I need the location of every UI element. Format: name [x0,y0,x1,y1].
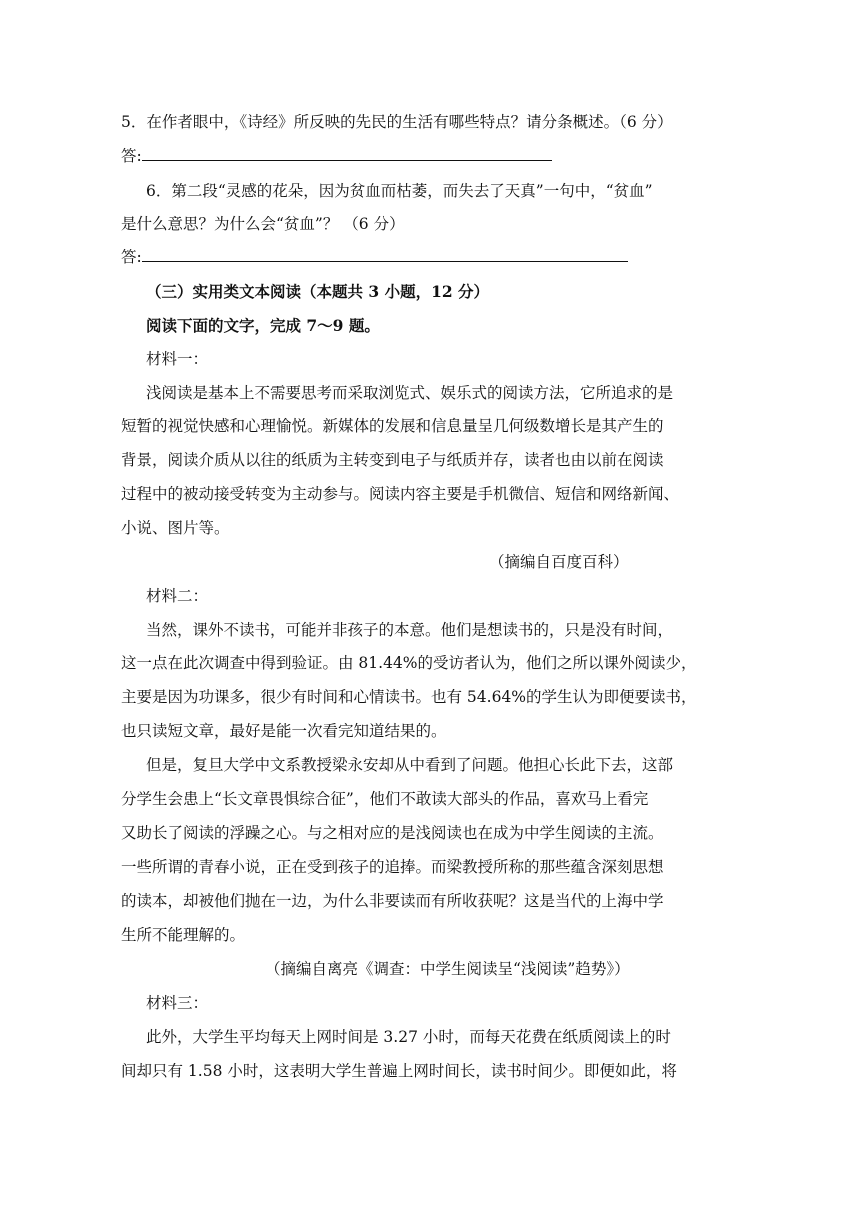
material2-para2-line-3: 又助长了阅读的浮躁之心。与之相对应的是浅阅读也在成为中学生阅读的主流。 [121,824,664,842]
material2-para1-line-3: 主要是因为功课多，很少有时间和心情读书。也有 54.64%的学生认为即便要读书， [121,688,697,706]
material2-para1-line-2: 这一点在此次调查中得到验证。由 81.44%的受访者认为，他们之所以课外阅读少， [121,654,697,672]
material1-line-4: 过程中的被动接受转变为主动参与。阅读内容主要是手机微信、短信和网络新闻、 [121,485,680,503]
section3-heading: （三）实用类文本阅读（本题共 3 小题，12 分） [146,282,490,301]
material1-line-5: 小说、图片等。 [121,519,230,537]
q5-answer-prefix: 答: [121,147,142,165]
q5-answer-blank[interactable] [142,146,552,161]
material1-line-3: 背景，阅读介质从以往的纸质为主转变到电子与纸质并存，读者也由以前在阅读 [121,451,664,469]
section3-instruction: 阅读下面的文字，完成 7～9 题。 [146,316,380,335]
material1-source: （摘编自百度百科） [489,553,629,571]
material3-label: 材料三： [146,994,209,1012]
material2-para2-line-6: 生所不能理解的。 [121,926,246,944]
q5-question: 5．在作者眼中，《诗经》所反映的先民的生活有哪些特点？请分条概述。（6 分） [121,113,673,131]
material3-line-1: 此外，大学生平均每天上网时间是 3.27 小时，而每天花费在纸质阅读上的时 [146,1028,671,1046]
material2-para2-line-2: 分学生会患上“长文章畏惧综合征”，他们不敢读大部头的作品，喜欢马上看完 [121,790,649,808]
material3-line-2: 间却只有 1.58 小时，这表明大学生普遍上网时间长，读书时间少。即便如此，将 [121,1062,677,1080]
material2-para2-line-5: 的读本，却被他们抛在一边，为什么非要读而有所收获呢？这是当代的上海中学 [121,892,664,910]
material2-para1-line-4: 也只读短文章，最好是能一次看完知道结果的。 [121,722,447,740]
material2-label: 材料二： [146,587,209,605]
material2-para2-line-4: 一些所谓的青春小说，正在受到孩子的追捧。而梁教授所称的那些蕴含深刻思想 [121,858,664,876]
q6-answer-line[interactable] [121,247,628,267]
material2-source: （摘编自离亮《调查：中学生阅读呈“浅阅读”趋势》） [265,960,630,978]
q5-answer-line[interactable] [121,146,552,166]
material1-line-1: 浅阅读是基本上不需要思考而采取浏览式、娱乐式的阅读方法，它所追求的是 [146,384,674,402]
material2-para2-line-1: 但是，复旦大学中文系教授梁永安却从中看到了问题。他担心长此下去，这部 [146,756,674,774]
material1-label: 材料一： [146,350,209,368]
q6-question-line1: 6．第二段“灵感的花朵，因为贫血而枯萎，而失去了天真”一句中，“贫血” [146,182,653,200]
q6-answer-blank[interactable] [142,247,628,262]
material2-para1-line-1: 当然，课外不读书，可能并非孩子的本意。他们是想读书的，只是没有时间， [146,621,674,639]
q6-question-line2: 是什么意思？为什么会“贫血”？ （6 分） [121,215,405,233]
material1-line-2: 短暂的视觉快感和心理愉悦。新媒体的发展和信息量呈几何级数增长是其产生的 [121,417,664,435]
q6-answer-prefix: 答: [121,248,142,266]
